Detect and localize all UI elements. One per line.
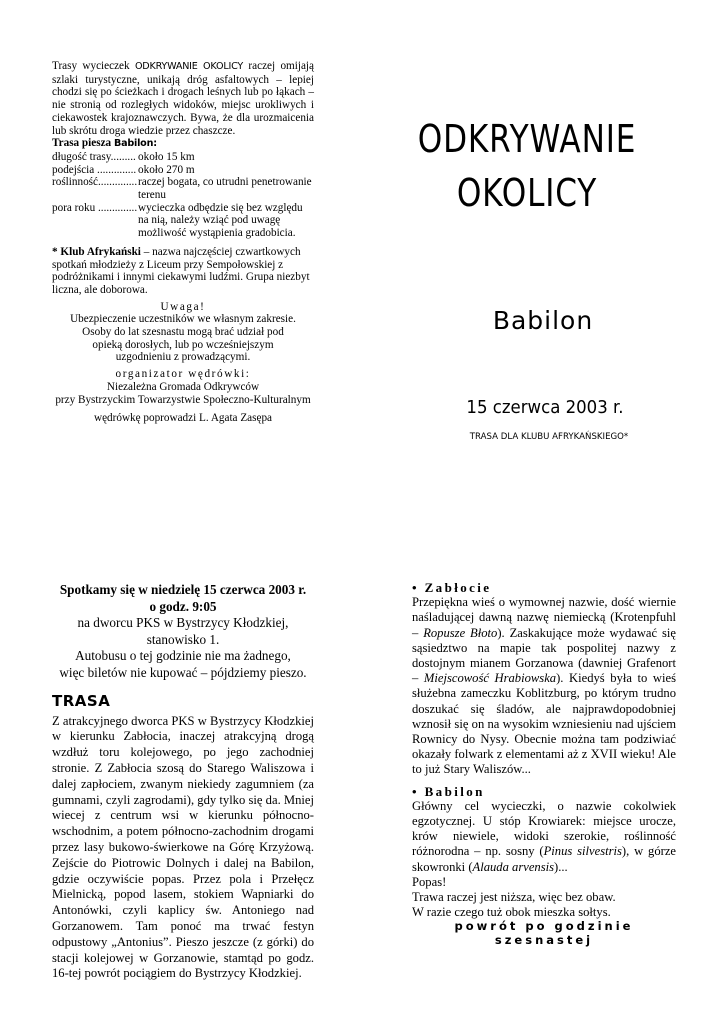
trasa-piesza-name: Babilon: <box>113 138 157 150</box>
meeting-line: Spotkamy się w niedzielę 15 czerwca 2003 r. <box>59 582 307 597</box>
detail-label: pora roku .............. <box>52 201 138 214</box>
meeting-line: na dworcu PKS w Bystrzycy Kłodzkiej, <box>77 615 289 631</box>
klub-note-title: * Klub Afrykański <box>52 245 141 258</box>
zablocie-text-part: ). Zaskakujące może wydawać się sąsiedztwo na mapie tak pospolitej nazwy z dostojnym mianem Gorzanowa (dawniej Grafenort – <box>412 625 676 686</box>
organizer-heading: organizator wędrówki: <box>115 368 251 381</box>
detail-row <box>52 176 314 201</box>
detail-label: roślinność.............. <box>52 176 138 189</box>
detail-value: wycieczka odbędzie się bez względu na nią, należy wziąć pod uwagę możliwość wystąpienia gradobicia. <box>138 201 303 240</box>
organizer-line: Niezależna Gromada Odkrywców <box>106 380 260 393</box>
detail-row <box>52 202 314 240</box>
organizer-line: przy Bystrzyckim Towarzystwie Społeczno-Kulturalnym <box>55 393 311 406</box>
zablocie-heading: • Zabłocie <box>412 580 492 595</box>
trasa-piesza-text: Trasa piesza <box>52 137 114 150</box>
zablocie-italic: Ropusze Błoto <box>423 625 498 640</box>
cover-subtitle: Babilon <box>492 306 594 335</box>
babilon-text-part: Główny cel wycieczki, o nazwie cokolwiek egzotycznej. U stóp Krowiarek: miejsce urocze, krów niewiele, widoki szerokie, roślinność różnorodna – np. sosny ( <box>412 798 676 859</box>
trasa-piesza-label <box>52 137 314 151</box>
uwaga-text: Ubezpieczenie uczestników we własnym zakresie. Osoby do lat szesnastu mogą brać udział pod opieką dorosłych, lub po wcześniejszym uzgodnieniu z prowadzącymi. <box>70 313 296 364</box>
cover-title-line: ODKRYWANIE <box>417 117 637 161</box>
babilon-heading: • Babilon <box>412 783 485 799</box>
guide-line: wędrówkę poprowadzi L. Agata Zasępa <box>94 412 272 425</box>
babilon-italic: Alauda arvensis <box>472 859 555 874</box>
sights-panel <box>412 578 676 920</box>
klub-note-text: – nazwa najczęściej czwartkowych spotkań młodzieży z Liceum przy Sempołowskiej z podróżnikami i innymi ciekawymi ludźmi. Grupa niezbyt liczna, ale doborowa. <box>52 245 310 296</box>
cover-route-for: TRASA DLA KLUBU AFRYKAŃSKIEGO* <box>469 432 629 442</box>
info-panel <box>52 60 314 425</box>
cover-title-line: OKOLICY <box>456 171 598 215</box>
meeting-line: więc biletów nie kupować – pójdziemy pieszo. <box>59 664 307 680</box>
meeting-line: Autobusu o tej godzinie nie ma żadnego, <box>75 648 291 664</box>
meeting-line: o godz. 9:05 <box>149 598 217 614</box>
klub-note <box>52 246 314 297</box>
intro-text-rest: raczej omijają szlaki turystyczne, unikają dróg asfaltowych – lepiej chodzi się po ścieżkach i drogach leśnych lub po łąkach – nie stronią od rozległych widoków, miejsc urokliwych i ciekawostek krajoznawczych. Bywa, że dla urozmaicenia lub skrótu droga wiedzie przez chaszcze. <box>52 60 314 137</box>
babilon-text <box>412 799 676 875</box>
detail-label: podejścia .............. <box>52 163 137 176</box>
babilon-text-part: ), w górze skowronki ( <box>412 844 676 874</box>
trasa-heading: TRASA <box>52 691 111 710</box>
cover-date: 15 czerwca 2003 r. <box>466 397 624 418</box>
meeting-line: stanowisko 1. <box>146 631 220 647</box>
detail-row <box>52 151 314 164</box>
babilon-text-part: )... <box>554 859 568 874</box>
babilon-line: Trawa raczej jest niższa, więc bez obaw. <box>412 890 616 905</box>
cover-title <box>400 112 654 220</box>
detail-value: około 270 m <box>138 163 195 176</box>
detail-label: długość trasy......... <box>52 150 136 163</box>
zablocie-text <box>412 595 676 777</box>
meeting-info <box>52 582 314 682</box>
return-note: powrót po godzinie szesnastej <box>454 919 634 947</box>
detail-value: raczej bogata, co utrudni penetrowanie terenu <box>138 176 312 202</box>
zablocie-text-part: ). Kiedyś była to wieś służebna zameczku Koblitzburg, po którym trudno doszukać się śladów, ale najprawdopodobniej wznosił się on na wysokim wzniesieniu nad ujściem Rownicy do Nysy. Obecnie można tam podziwiać okazały folwark z elementami aż z XVII wieku! Ale to już Stary Waliszów... <box>412 671 676 777</box>
babilon-italic: Pinus silvestris <box>543 844 622 859</box>
zablocie-italic: Miejscowość Hrabiowska <box>423 671 557 686</box>
intro-text: Trasy wycieczek <box>52 60 135 72</box>
meeting-panel <box>52 582 314 982</box>
detail-row <box>52 164 314 177</box>
babilon-line: Popas! <box>412 874 447 889</box>
zablocie-text-part: Przepiękna wieś o wymownej nazwie, dość wiernie naśladującej dawną nazwę niemiecką (Krotenpfuhl – <box>412 595 676 640</box>
intro-paragraph <box>52 60 314 137</box>
detail-value: około 15 km <box>138 150 195 163</box>
trasa-text: Z atrakcyjnego dworca PKS w Bystrzycy Kłodzkiej w kierunku Zabłocia, inaczej atrakcyjną drogą wzdłuż toru kolejowego, po jego zachodniej stronie. Z Zabłocia szosą do Starego Waliszowa i dalej zapłociem, zwanym niekiedy zagumniem (za gumnami, czyli zagrodami), gdy tylko się da. Mniej wiecej z centrum wsi w kierunku północno-wschodnim, a potem północno-zachodnim drogami przez lasy bukowo-świerkowe na Górę Krzyżową. Zejście do Piotrowic Dolnych i dalej na Babilon, gdzie oczywiście popas. Przez pola i Przełęcz Mielnicką, popod lasem, stokiem Wapniarki do Antonówki, czyli kaplicy św. Antoniego nad Gorzanowem. Tam ponoć ma trwać festyn odpustowy „Antonius”. Pieszo jeszcze (z górki) do stacji kolejowej w Gorzanowie, stamtąd po godz. 16-tej powrót pociągiem do Bystrzycy Kłodzkiej. <box>52 713 314 981</box>
babilon-line: W razie czego tuż obok mieszka sołtys. <box>412 905 611 920</box>
uwaga-heading: Uwaga! <box>160 300 206 313</box>
intro-brand: ODKRYWANIE OKOLICY <box>134 61 244 72</box>
